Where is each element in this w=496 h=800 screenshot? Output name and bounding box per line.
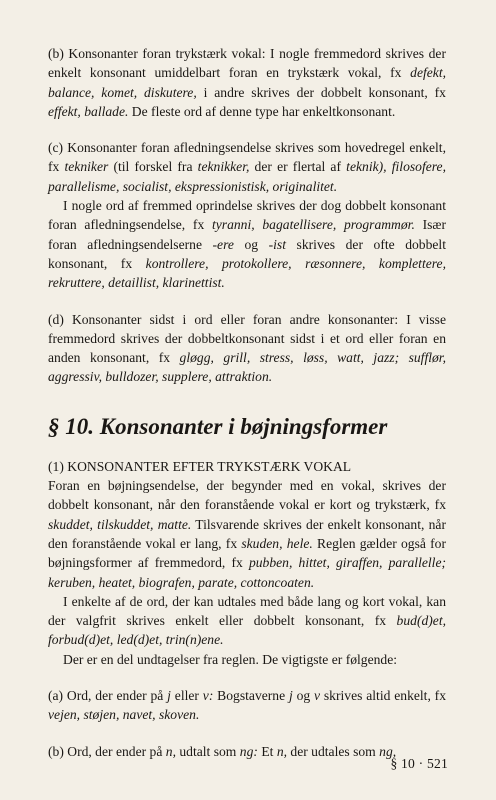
paragraph-c-foreign-words: I nogle ord af fremmed oprindelse skrives der dog dobbelt konsonant foran afledningsendelse, fx tyranni, bagatellisere, programmør. Især foran afledningsendelserne -ere og -ist skrives der ofte dobbelt konsonant, fx kontrollere, protokollere, ræsonnere, komplettere, rekruttere, detaillist, klarinettist. (48, 198, 446, 291)
paragraph-d-word-final-consonants: (d) Konsonanter sidst i ord eller foran andre konsonanter: I visse fremmedord skrives der dobbeltkonsonant sidst i et ord eller foran en anden konsonant, fx gløgg, grill, stress, løss, watt, jazz; sufflør, aggressiv, bulldozer, supplere, attraktion. (48, 311, 446, 385)
paragraph-inflection-rule: Foran en bøjningsendelse, der begynder med en vokal, skrives der dobbelt konsonant, når den foranstående vokal er kort og trykstærk, fx skuddet, tilskuddet, matte. Tilsvarende skrives der enkelt konsonant, når den foranstående vokal er lang, fx skuden, hele. Reglen gælder også for bøjningsformer af fremmedord, fx pubben, hittet, giraffen, parallelle; keruben, heatet, biografen, parate, cottoncoaten. (48, 478, 447, 590)
paragraph-b-consonants-before-stressed-vowel: (b) Konsonanter foran trykstærk vokal: I nogle fremmedord skrives der enkelt konsonant umiddelbart foran en trykstærk vokal, fx defekt, balance, komet, diskutere, i andre skrives der dobbelt konsonant, fx effekt, ballade. De fleste ord af denne type har enkeltkonsonant. (48, 46, 446, 119)
page-content (48, 44, 446, 761)
page-footer (390, 756, 448, 772)
paragraph-b-n-as-ng: (b) Ord, der ender på n, udtalt som ng: Et n, der udtales som ng, (48, 743, 397, 759)
subsection-heading: (1) KONSONANTER EFTER TRYKSTÆRK VOKAL (48, 458, 352, 474)
footer-section: § 10 (390, 756, 416, 771)
section-heading: § 10. Konsonanter i bøjningsformer (48, 413, 388, 439)
paragraph-c-derivational-endings: (c) Konsonanter foran afledningsendelse skrives som hovedregel enkelt, fx tekniker (til forskel fra teknikker, der er flertal af teknik), filosofere, parallelisme, socialist, ekspressionistisk, originalitet. (48, 140, 446, 194)
paragraph-exceptions-intro: Der er en del undtagelser fra reglen. De vigtigste er følgende: (63, 651, 398, 667)
footer-separator: · (418, 756, 424, 771)
paragraph-a-j-and-v: (a) Ord, der ender på j eller v: Bogstaverne j og v skrives altid enkelt, fx vejen, støjen, navet, skoven. (48, 688, 447, 723)
page-number: 521 (427, 756, 448, 771)
paragraph-optional-spelling: I enkelte af de ord, der kan udtales med både lang og kort vokal, kan der valgfrit skrives enkelt eller dobbelt konsonant, fx bud(d)et, forbud(d)et, led(d)et, trin(n)ene. (48, 593, 446, 648)
